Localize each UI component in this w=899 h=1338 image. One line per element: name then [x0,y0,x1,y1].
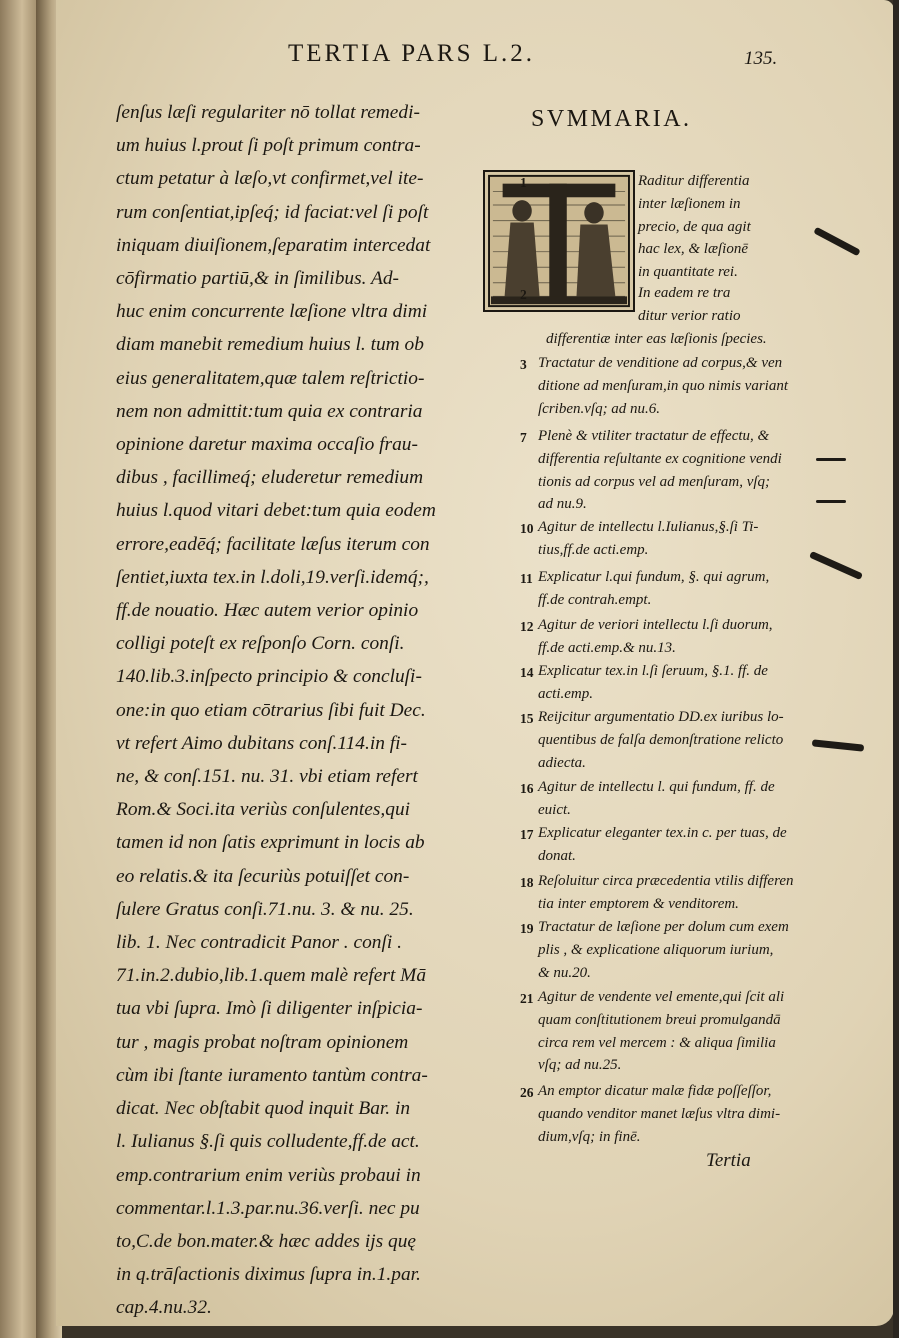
entry-line: hac lex, & læſionē [638,241,748,258]
text-line: dicat. Nec obſtabit quod inquit Bar. in [116,1098,411,1120]
text-line: ne, & conſ.151. nu. 31. vbi etiam refert [116,766,418,788]
text-line: ſenſus læſi regulariter nō tollat remedi- [116,102,420,123]
entry-line: quentibus de falſa demonſtratione relicto [538,731,784,748]
summaria-entry [520,516,838,562]
right-edge [893,0,899,1338]
text-line: rum conſentiat,ipſeq́; id faciat:vel ſi poſt [116,201,429,223]
text-line: iniquam diuiſionem,ſeparatim intercedat [116,234,431,256]
text-line: cōfirmatio partiū,& in ſimilibus. Ad- [116,268,399,290]
entry-line: Agitur de intellectu l. qui fundum, ff. de [538,779,775,795]
entry-line: Tractatur de venditione ad corpus,& ven [538,355,783,371]
text-line: tur , magis probat noſtram opinionem [116,1031,409,1053]
text-line: eius generalitatem,quæ talem reſtrictio- [116,367,425,389]
entry-line: & nu.20. [538,964,591,981]
entry-line: ff.de contrah.empt. [538,591,652,608]
page [56,0,894,1326]
text-line: l. Iulianus §.ſi quis colludente,ff.de act. [116,1131,420,1153]
entry-line: differentiæ inter eas læſionis ſpecies. [546,330,767,347]
entry-line: adiecta. [538,754,586,771]
entry-line: Reſoluitur circa præcedentia vtilis differen [538,873,794,889]
text-line: errore,eadēq́; facilitate læſus iterum con [116,533,430,555]
entry-number: 14 [520,665,534,680]
entry-number: 26 [520,1085,534,1100]
summaria-entry [520,870,838,916]
entry-number: 18 [520,875,534,890]
index-tab [816,458,846,461]
text-line: lib. 1. Nec contradicit Panor . conſi . [116,932,402,954]
text-line: dibus , facillimeq́; eluderetur remedium [116,467,424,489]
summaria-entry [520,776,838,822]
entry-line: Agitur de veriori intellectu l.ſi duorum, [538,617,773,633]
entry-number: 17 [520,827,534,842]
entry-line: Explicatur l.qui fundum, §. qui agrum, [538,569,770,585]
entry-line: quando venditor manet læſus vltra dimi- [538,1105,781,1122]
entry-number: 3 [520,357,527,372]
entry-line: euict. [538,801,571,818]
summaria-entry [520,352,838,420]
index-tab [816,500,846,503]
text-line: ſentiet,iuxta tex.in l.doli,19.verſi.idemq́;, [116,566,429,588]
entry-line: ſcriben.vſq; ad nu.6. [538,400,661,417]
entry-line: Raditur differentia [638,173,750,189]
text-line: opinione daretur maxima occaſio frau- [116,434,418,456]
entry-number: 21 [520,991,534,1006]
entry-line: tia inter emptorem & venditorem. [538,895,739,912]
text-line: colligi poteſt ex reſponſo Corn. conſi. [116,633,405,655]
summaria-title: SVMMARIA. [531,106,692,132]
entry-line: in quantitate rei. [638,264,738,281]
text-line: um huius l.prout ſi poſt primum contra- [116,135,421,157]
summaria-entry [520,706,838,774]
summaria-entry [520,425,838,516]
text-line: ff.de nouatio. Hæc autem verior opinio [116,600,419,622]
entry-number: 12 [520,619,534,634]
entry-line: ff.de acti.emp.& nu.13. [538,639,676,656]
summaria-entry [520,614,838,660]
entry-number: 10 [520,521,534,536]
text-line: cùm ibi ſtante iuramento tantùm contra- [116,1064,428,1086]
left-page-edge [0,0,40,1338]
main-text-column [116,96,488,1325]
text-line: one:in quo etiam cōtrarius ſibi fuit Dec. [116,699,426,721]
summaria-entry [520,660,838,706]
entry-number: 16 [520,781,534,796]
text-line: tamen id non ſatis exprimunt in locis ab [116,832,425,854]
text-line: emp.contrarium enim veriùs probaui in [116,1164,421,1186]
summaria-entry [520,986,838,1077]
entry-line: tionis ad corpus vel ad menſuram, vſq; [538,473,771,490]
entry-line: donat. [538,847,576,864]
text-line: huc enim concurrente læſione vltra dimi [116,301,428,323]
summaria-entry [520,822,838,868]
entry-line: In eadem re tra [638,285,731,301]
entry-number: 15 [520,711,534,726]
entry-number: 19 [520,921,534,936]
summaria-entry [520,916,838,984]
summaria-entry [520,566,838,612]
entry-line: vſq; ad nu.25. [538,1057,622,1074]
folio-number: 135. [744,48,778,69]
entry-line: Explicatur eleganter tex.in c. per tuas, de [538,825,787,841]
text-line: commentar.l.1.3.par.nu.36.verſi. nec pu [116,1197,420,1219]
text-line: huius l.quod vitari debet:tum quia eodem [116,500,436,522]
text-line: ctum petatur à læſo,vt confirmet,vel ite- [116,168,424,190]
text-line: vt refert Aimo dubitans conſ.114.in fi- [116,732,408,754]
entry-line: inter læſionem in [638,195,741,212]
entry-line: dium,vſq; in finē. [538,1128,641,1145]
summaria-entry [520,1080,838,1148]
text-line: cap.4.nu.32. [116,1297,212,1319]
entry-line: differentia reſultante ex cognitione vendi [538,450,782,467]
entry-line: An emptor dicatur malæ fidæ poſſeſſor, [538,1083,772,1099]
entry-number: 2 [520,287,527,302]
entry-line: Reijcitur argumentatio DD.ex iuribus lo- [538,709,784,725]
entry-line: quam conſtitutionem breui promulgandā [538,1011,781,1028]
text-line: tua vbi ſupra. Imò ſi diligenter inſpicia- [116,998,423,1020]
entry-number: 7 [520,430,527,445]
entry-line: ditur verior ratio [638,307,741,324]
entry-line: acti.emp. [538,685,593,702]
text-line: in q.trāſactionis diximus ſupra in.1.par. [116,1264,421,1286]
entry-line: circa rem vel mercem : & aliqua ſimilia [538,1034,776,1051]
text-line: 140.lib.3.inſpecto principio & concluſi- [116,666,422,688]
text-line: eo relatis.& ita ſecuriùs potuiſſet con- [116,865,410,887]
catchword: Tertia [706,1150,751,1171]
entry-line: ad nu.9. [538,496,587,513]
summaria-entry [520,282,838,350]
entry-line: ditione ad menſuram,in quo nimis variant [538,377,788,394]
text-line: Rom.& Soci.ita veriùs conſulentes,qui [116,799,411,821]
running-title: TERTIA PARS L.2. [288,40,535,67]
text-line: to,C.de bon.mater.& hæc addes ijs quę [116,1230,416,1252]
text-line: diam manebit remedium huius l. tum ob [116,334,424,356]
entry-line: Explicatur tex.in l.ſi ſeruum, §.1. ff. de [538,663,768,679]
entry-line: Tractatur de læſione per dolum cum exem [538,919,789,935]
text-line: 71.in.2.dubio,lib.1.quem malè refert Mā [116,965,427,987]
entry-line: Plenè & vtiliter tractatur de effectu, & [538,428,770,444]
entry-line: tius,ff.de acti.emp. [538,541,649,558]
entry-number: 1 [520,175,527,190]
text-line: ſulere Gratus conſi.71.nu. 3. & nu. 25. [116,898,414,920]
entry-line: Agitur de vendente vel emente,qui ſcit ali [538,989,785,1005]
summaria-entry [520,170,846,284]
entry-line: Agitur de intellectu l.Iulianus,§.ſi Ti- [538,519,759,535]
entry-line: precio, de qua agit [638,218,751,235]
entry-number: 11 [520,571,533,586]
text-line: nem non admittit:tum quia ex contraria [116,400,423,422]
entry-line: plis , & explicatione aliquorum iurium, [538,941,774,958]
